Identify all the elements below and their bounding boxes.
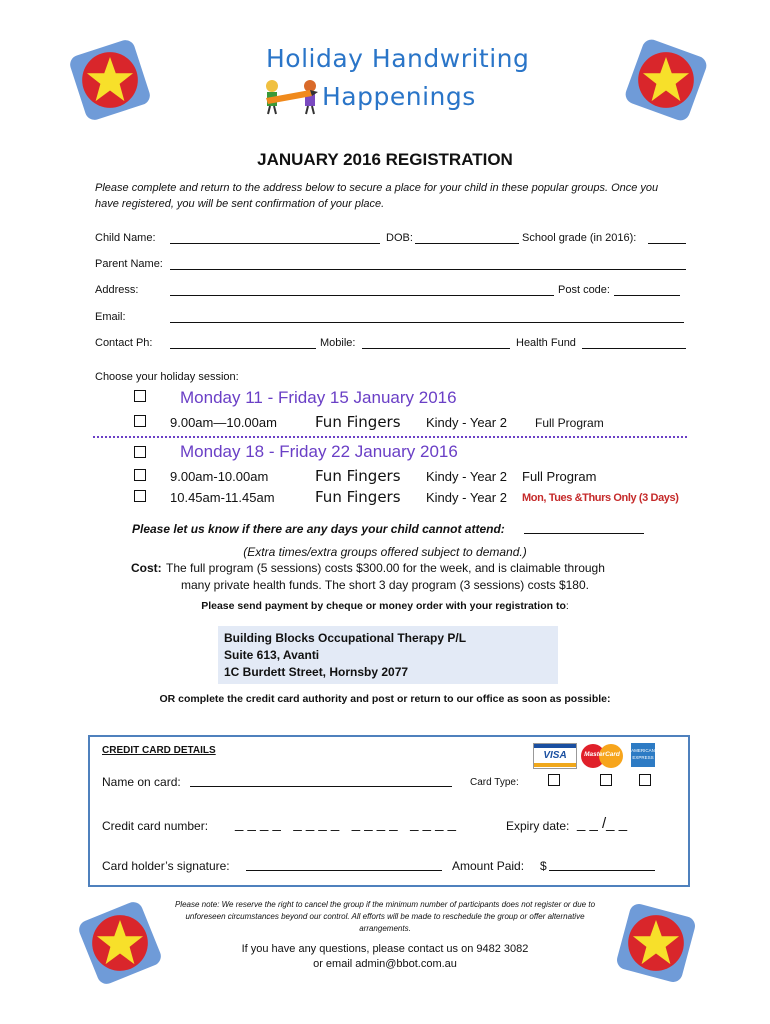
contact-line-1: If you have any questions, please contact us on 9482 3082: [241, 943, 529, 955]
or-note: OR complete the credit card authority and post or return to our office as soon as possible:: [159, 693, 611, 705]
star-badge-icon: [62, 32, 158, 128]
parent-name-label: Parent Name:: [95, 258, 163, 270]
page-title: JANUARY 2016 REGISTRATION: [257, 150, 513, 169]
expiry-label: Expiry date:: [506, 819, 570, 833]
dollar-sign: $: [540, 859, 547, 873]
week2-session-2-checkbox[interactable]: [134, 490, 146, 502]
name-on-card-field[interactable]: [190, 774, 452, 787]
card-number-field[interactable]: _ _ _ _ _ _ _ _ _ _ _ _ _ _ _ _: [235, 815, 456, 832]
days-field[interactable]: [524, 521, 644, 534]
contact-ph-field[interactable]: [170, 336, 316, 349]
cost-line-1: The full program (5 sessions) costs $300.00 for the week, and is claimable through: [166, 561, 605, 575]
week1-title: Monday 11 - Friday 15 January 2016: [180, 388, 457, 407]
contact-line-2: or email admin@bbot.com.au: [313, 958, 457, 970]
session-group: Fun Fingers: [315, 488, 401, 506]
mastercard-logo-icon: [579, 743, 625, 769]
week2-session-1-checkbox[interactable]: [134, 469, 146, 481]
session-grade: Kindy - Year 2: [426, 490, 507, 505]
post-code-field[interactable]: [614, 283, 680, 296]
payment-note: [0, 600, 770, 612]
email-field[interactable]: [170, 310, 684, 323]
visa-logo-text: VISA: [543, 750, 567, 761]
card-type-label: Card Type:: [470, 777, 519, 788]
address-line: Building Blocks Occupational Therapy P/L: [224, 631, 467, 645]
school-grade-field[interactable]: [648, 231, 686, 244]
extra-note: (Extra times/extra groups offered subject to demand.): [243, 545, 527, 559]
disclaimer: Please note: We reserve the right to cancel the group if the minimum number of participants does not register or due to unforeseen circumstances beyond our control. All efforts will be made to reschedule the group or offer alternative arrangements.: [174, 900, 596, 933]
cost-line-2: many private health funds. The short 3 day program (3 sessions) costs $180.: [181, 578, 589, 592]
address-line: 1C Burdett Street, Hornsby 2077: [224, 665, 409, 679]
signature-label: Card holder’s signature:: [102, 859, 230, 873]
child-name-field[interactable]: [170, 231, 380, 244]
session-grade: Kindy - Year 2: [426, 469, 507, 484]
week2-checkbox[interactable]: [134, 446, 146, 458]
mastercard-logo-text: MasterCard: [584, 751, 620, 758]
logo-line-2: Happenings: [322, 82, 476, 111]
card-number-label: Credit card number:: [102, 819, 209, 833]
card-type-visa-checkbox[interactable]: [548, 774, 560, 786]
intro-text: Please complete and return to the address below to secure a place for your child in these popular groups. Once you have registered, you will be sent confirmation of your place.: [95, 182, 659, 210]
session-program-short: Mon, Tues &Thurs Only (3 Days): [522, 492, 679, 504]
amount-paid-field[interactable]: [549, 858, 655, 871]
amex-logo-icon: AMERICAN EXPRESS: [631, 743, 655, 767]
amount-paid-label: Amount Paid:: [452, 859, 525, 873]
address-line: Suite 613, Avanti: [224, 648, 320, 662]
session-grade: Kindy - Year 2: [426, 415, 507, 430]
payment-note-colon: :: [565, 600, 569, 612]
payment-note-text: Please send payment by cheque or money order with your registration to: [201, 600, 566, 612]
signature-field[interactable]: [246, 858, 442, 871]
week1-checkbox[interactable]: [134, 390, 146, 402]
email-label: Email:: [95, 311, 126, 323]
expiry-field[interactable]: _ _ /_ _: [577, 815, 628, 832]
health-fund-label: Health Fund: [516, 337, 576, 349]
mobile-label: Mobile:: [320, 337, 356, 349]
week2-title: Monday 18 - Friday 22 January 2016: [180, 442, 458, 461]
credit-card-box: [88, 735, 690, 887]
child-name-label: Child Name:: [95, 232, 156, 244]
name-on-card-label: Name on card:: [102, 775, 181, 789]
session-group: Fun Fingers: [315, 467, 401, 485]
days-question: Please let us know if there are any days your child cannot attend:: [132, 522, 505, 536]
star-badge-icon: [618, 32, 714, 128]
contact-ph-label: Contact Ph:: [95, 337, 153, 349]
logo-line-1: Holiday Handwriting: [266, 44, 530, 73]
school-grade-label: School grade (in 2016):: [522, 232, 637, 244]
card-type-amex-checkbox[interactable]: [639, 774, 651, 786]
mailing-address: [218, 626, 558, 684]
health-fund-field[interactable]: [582, 336, 686, 349]
kids-pencil-icon: [258, 76, 324, 116]
session-time: 9.00am—10.00am: [170, 415, 277, 430]
divider: [93, 436, 687, 438]
credit-card-heading: CREDIT CARD DETAILS: [102, 745, 216, 756]
session-time: 9.00am-10.00am: [170, 469, 269, 484]
cost-label: Cost:: [131, 561, 162, 575]
address-label: Address:: [95, 284, 139, 296]
choose-session-label: Choose your holiday session:: [95, 371, 239, 383]
visa-logo-icon: [533, 743, 577, 769]
session-time: 10.45am-11.45am: [170, 490, 275, 505]
session-group: Fun Fingers: [315, 413, 401, 431]
parent-name-field[interactable]: [170, 257, 686, 270]
session-program: Full Program: [535, 416, 604, 430]
mobile-field[interactable]: [362, 336, 510, 349]
card-type-mastercard-checkbox[interactable]: [600, 774, 612, 786]
session-program: Full Program: [522, 469, 597, 484]
post-code-label: Post code:: [558, 284, 610, 296]
week1-session-checkbox[interactable]: [134, 415, 146, 427]
address-field[interactable]: [170, 283, 554, 296]
dob-label: DOB:: [386, 232, 413, 244]
dob-field[interactable]: [415, 231, 519, 244]
